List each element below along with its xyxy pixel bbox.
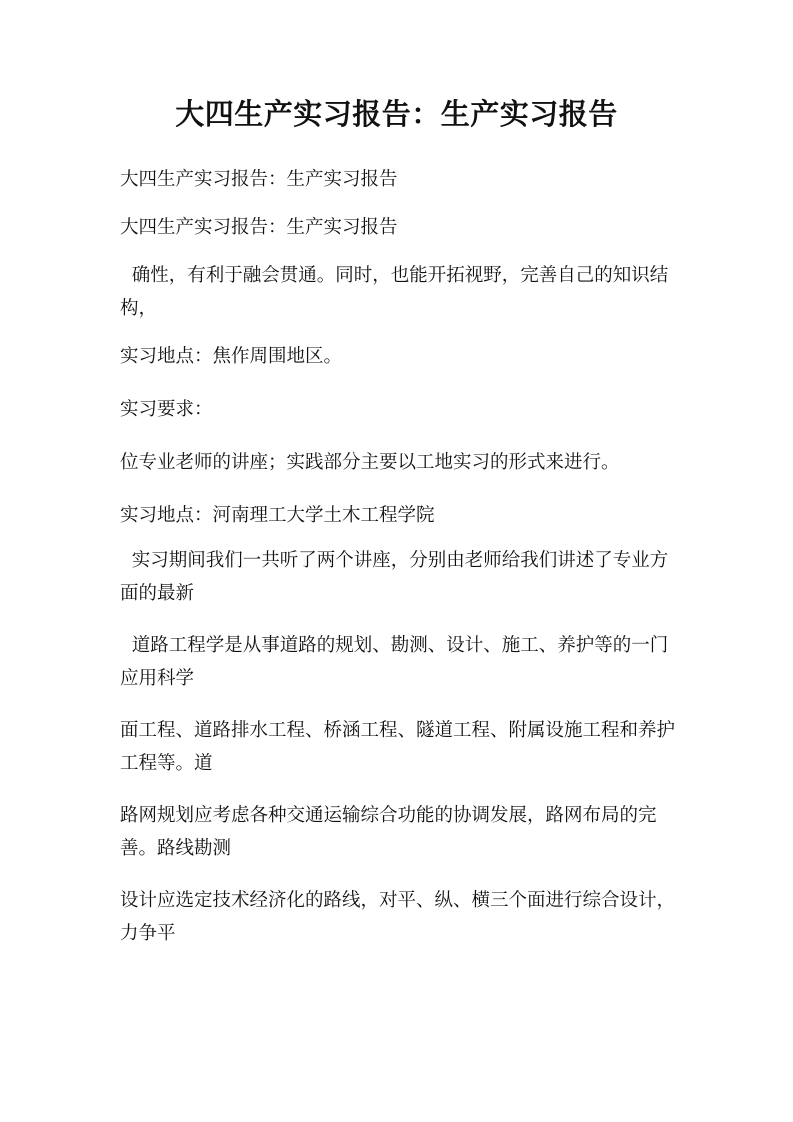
paragraph: 位专业老师的讲座；实践部分主要以工地实习的形式来进行。 xyxy=(120,452,620,473)
paragraph: 确性，有利于融会贯通。同时，也能开拓视野，完善自己的知识结构， xyxy=(120,265,669,319)
paragraph: 实习要求： xyxy=(120,399,213,420)
paragraph: 大四生产实习报告：生产实习报告 xyxy=(120,217,398,238)
paragraph: 实习期间我们一共听了两个讲座，分别由老师给我们讲述了专业方面的最新 xyxy=(120,550,669,604)
paragraph: 实习地点：河南理工大学土木工程学院 xyxy=(120,505,435,526)
paragraph: 道路工程学是从事道路的规划、勘测、设计、施工、养护等的一门应用科学 xyxy=(120,635,669,689)
paragraph: 设计应选定技术经济化的路线，对平、纵、横三个面进行综合设计，力争平 xyxy=(120,890,676,944)
paragraph: 大四生产实习报告：生产实习报告 xyxy=(120,169,398,190)
paragraph: 实习地点：焦作周围地区。 xyxy=(120,346,343,367)
paragraph: 面工程、道路排水工程、桥涵工程、隧道工程、附属设施工程和养护工程等。道 xyxy=(120,720,676,774)
paragraph: 路网规划应考虑各种交通运输综合功能的协调发展，路网布局的完善。路线勘测 xyxy=(120,805,657,859)
document-title: 大四生产实习报告：生产实习报告 xyxy=(175,97,618,131)
